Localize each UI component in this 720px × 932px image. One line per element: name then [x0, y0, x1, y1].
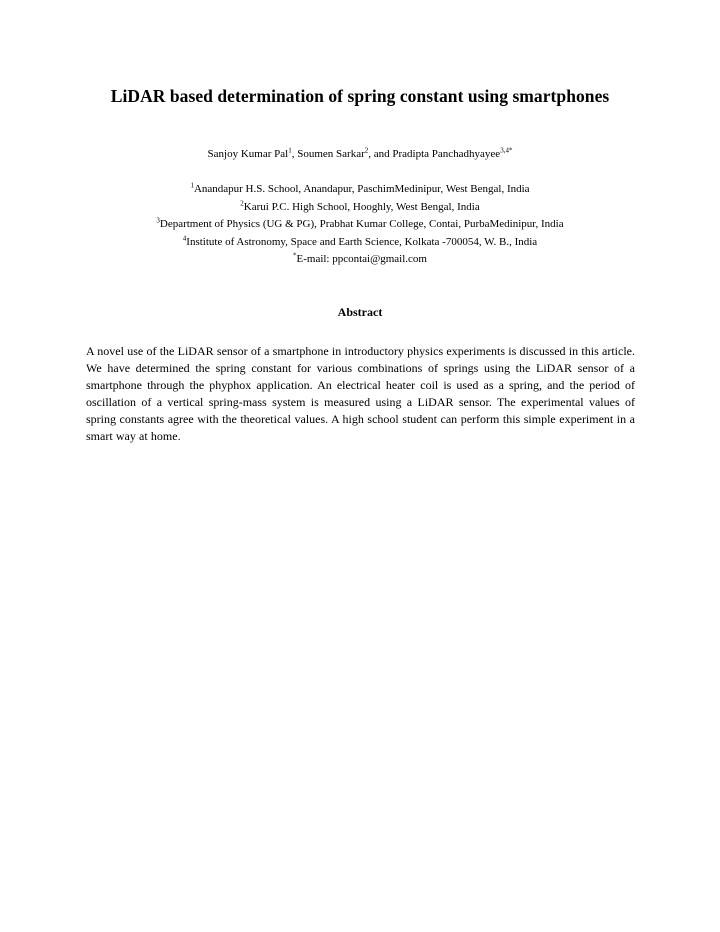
affiliation-mark: 1 [190, 181, 194, 190]
affiliation-mark: * [293, 251, 297, 260]
author-mark: 3,4* [500, 146, 513, 155]
affiliation-mark: 2 [240, 198, 244, 207]
affiliation-text: Institute of Astronomy, Space and Earth Science, Kolkata -700054, W. B., India [186, 235, 538, 248]
affiliation-text: Karui P.C. High School, Hooghly, West Bengal, India [243, 200, 480, 213]
author-separator: , and [368, 148, 393, 160]
author-name: Sanjoy Kumar Pal [207, 148, 289, 160]
affiliation-line [0, 199, 720, 217]
paper-title: LiDAR based determination of spring constant using smartphones [110, 86, 610, 106]
author-name: Soumen Sarkar [297, 148, 365, 160]
affiliation-text: Department of Physics (UG & PG), Prabhat Kumar College, Contai, PurbaMedinipur, India [159, 218, 564, 230]
abstract-heading: Abstract [337, 305, 383, 319]
affiliation-line [0, 216, 720, 234]
author-mark: 1 [288, 146, 292, 155]
affiliation-mark: 4 [182, 233, 187, 242]
affiliation-list [0, 181, 720, 269]
author-name: Pradipta Panchadhyayee [392, 148, 501, 160]
abstract-body: A novel use of the LiDAR sensor of a smartphone in introductory physics experiments is discussed in this article. We have determined the spring constant for various combinations of springs using the LiDAR sensor of a smartphone through the phyphox application. An electrical heater coil is used as a spring, and the period of oscillation of a vertical spring-mass system is measured using a LiDAR sensor. The experimental values of spring constants agree with the theoretical values. A high school student can perform this simple experiment in a smart way at home. [86, 344, 635, 443]
affiliation-line [0, 181, 720, 199]
author-list [0, 148, 720, 160]
contact-email: E-mail: ppcontai@gmail.com [296, 253, 427, 265]
affiliation-mark: 3 [156, 216, 160, 225]
contact-email-line [0, 251, 720, 269]
author-separator: , [291, 148, 298, 160]
affiliation-text: Anandapur H.S. School, Anandapur, PaschimMedinipur, West Bengal, India [193, 183, 530, 195]
author-mark: 2 [364, 146, 369, 155]
affiliation-line [0, 234, 720, 252]
